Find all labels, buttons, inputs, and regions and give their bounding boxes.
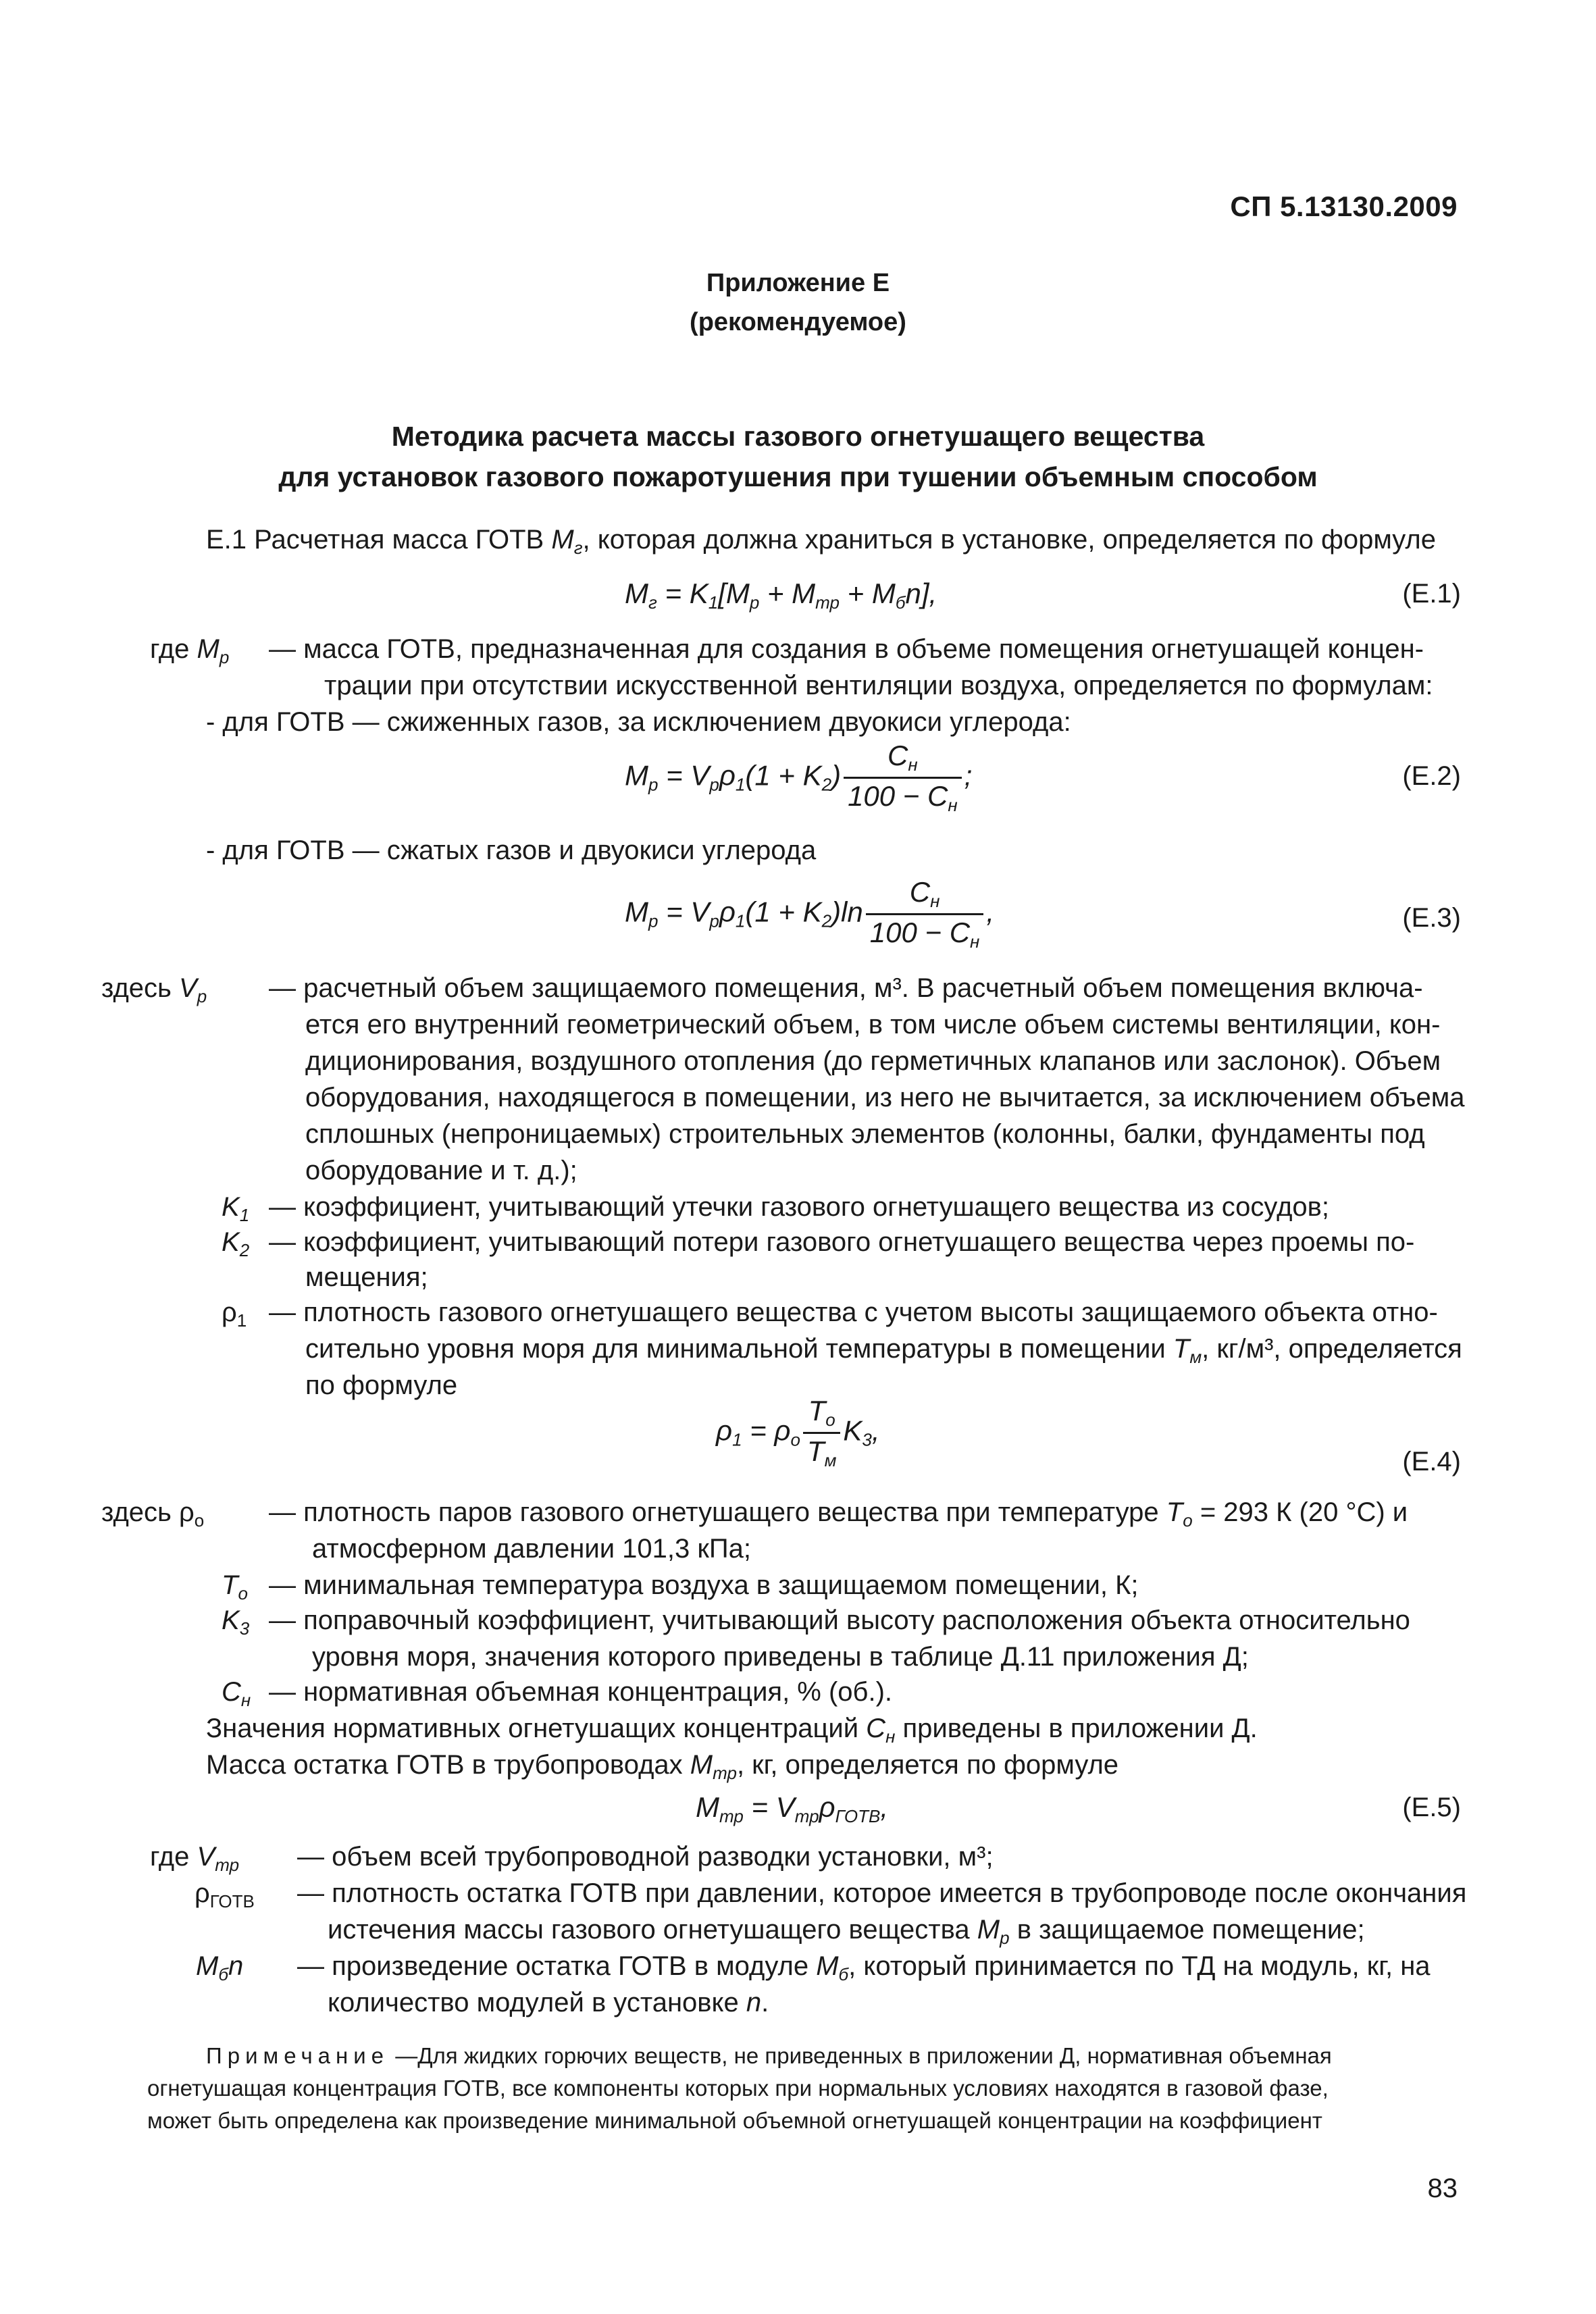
def-vp-line5: сплошных (непроницаемых) строительных элементов (колонны, балки, фундаменты под [305, 1119, 1425, 1149]
def-mp-case2: - для ГОТВ — сжатых газов и двуокиси углерода [206, 835, 817, 865]
paragraph-mtr: Масса остатка ГОТВ в трубопроводах $M_{тр}$, кг, определяется по формуле [206, 1750, 1119, 1783]
formula-e3: $M_р = V_р\rho_1(1 + K_2)\ln$ $\frac{C_н}{100 - C_н}$ , [625, 876, 995, 952]
def-k2-line2: мещения; [305, 1262, 428, 1292]
def-vtr-text: — объем всей трубопроводной разводки установки, м³; [297, 1842, 994, 1872]
def-k3-symbol: $K_3$ [222, 1605, 250, 1639]
def-k3-line2: уровня моря, значения которого приведены в таблице Д.11 приложения Д; [312, 1642, 1249, 1672]
method-title-line2: для установок газового пожаротушения при тушении объемным способом [278, 461, 1318, 492]
document-code: СП 5.13130.2009 [1230, 190, 1458, 222]
def-mp-line2: трации при отсутствии искусственной вентиляции воздуха, определяется по формулам: [324, 671, 1433, 700]
def-mp-line1: — масса ГОТВ, предназначенная для создания в объеме помещения огнетушащей концен- [269, 634, 1424, 664]
equation-number-e4: (Е.4) [1402, 1447, 1461, 1476]
def-cn-symbol: $C_н$ [222, 1677, 251, 1710]
formula-e4: $\rho_1 = \rho_о$ $\frac{T_о}{T_м}$ $K_3$, [716, 1395, 880, 1470]
formula-e5: $M_{тр} = V_{тр}\rho_{ГОТВ}$, [696, 1791, 889, 1826]
def-m6n-line1: — произведение остатка ГОТВ в модуле $M_б$, который принимается по ТД на модуль, кг, на [297, 1951, 1431, 1984]
def-t0-symbol: $T_о$ [222, 1570, 248, 1603]
paragraph-cn: Значения нормативных огнетушащих концентраций $C_н$ приведены в приложении Д. [206, 1714, 1258, 1747]
def-t0-text: — минимальная температура воздуха в защищаемом помещении, К; [269, 1570, 1139, 1600]
equation-number-e1: (Е.1) [1402, 579, 1461, 609]
def-k1-text: — коэффициент, учитывающий утечки газового огнетушащего вещества из сосудов; [269, 1192, 1330, 1222]
def-vp-line1: — расчетный объем защищаемого помещения, м³. В расчетный объем помещения включа- [269, 973, 1423, 1003]
equation-number-e3: (Е.3) [1402, 903, 1461, 933]
def-vp-line6: оборудование и т. д.); [305, 1156, 577, 1185]
appendix-heading [0, 263, 1596, 342]
def-rho-gotv-line2: истечения массы газового огнетушащего вещества $M_р$ в защищаемое помещение; [328, 1915, 1365, 1948]
def-vp-label: здесь $V_р$ [101, 973, 207, 1006]
page-number: 83 [1427, 2174, 1458, 2203]
equation-number-e5: (Е.5) [1402, 1793, 1461, 1822]
appendix-status: (рекомендуемое) [690, 308, 906, 336]
def-mp-label: где $M_р$ [150, 634, 230, 667]
def-rho0-line1: — плотность паров газового огнетушащего вещества при температуре $T_о = 293$ К (20 °С) и [269, 1497, 1408, 1531]
def-vp-line4: оборудования, находящегося в помещении, из него не вычитается, за исключением объема [305, 1083, 1465, 1112]
note-line3: может быть определена как произведение минимальной объемной огнетушащей концентрации на коэффициент [147, 2108, 1322, 2133]
note-line2: огнетушащая концентрация ГОТВ, все компоненты которых при нормальных условиях находятся в газовой фазе, [147, 2076, 1329, 2101]
note-line1: Примечание —Для жидких горючих веществ, не приведенных в приложении Д, нормативная объемная [206, 2043, 1332, 2068]
def-rho1-line1: — плотность газового огнетушащего вещества с учетом высоты защищаемого объекта отно- [269, 1297, 1438, 1327]
def-rho1-line3: по формуле [305, 1370, 458, 1400]
def-cn-text: — нормативная объемная концентрация, % (об.). [269, 1677, 893, 1707]
def-k2-symbol: $K_2$ [222, 1227, 250, 1260]
def-k1-symbol: $K_1$ [222, 1192, 250, 1225]
def-m6n-symbol: $M_бn$ [196, 1951, 244, 1984]
def-k2-line1: — коэффициент, учитывающий потери газового огнетушащего вещества через проемы по- [269, 1227, 1415, 1257]
appendix-title: Приложение Е [706, 269, 890, 297]
paragraph-e1: Е.1 Расчетная масса ГОТВ $M_г$, которая должна храниться в установке, определяется по формуле [206, 525, 1437, 558]
def-m6n-line2: количество модулей в установке n. [328, 1988, 769, 2017]
def-vtr-label: где $V_{тр}$ [150, 1842, 240, 1875]
formula-e1: $M_г = K_1[M_р + M_{тр} + M_бn]$, [625, 577, 937, 613]
def-rho1-line2: сительно уровня моря для минимальной температуры в помещении $T_м$, кг/м³, определяется [305, 1334, 1462, 1367]
def-k3-line1: — поправочный коэффициент, учитывающий высоту расположения объекта относительно [269, 1605, 1410, 1635]
formula-e2: $M_р = V_р\rho_1(1 + K_2)$ $\frac{C_н}{100 - C_н}$ ; [625, 740, 973, 815]
equation-number-e2: (Е.2) [1402, 761, 1461, 791]
def-rho-gotv-line1: — плотность остатка ГОТВ при давлении, которое имеется в трубопроводе после окончания [297, 1878, 1467, 1908]
note-label: Примечание [206, 2043, 390, 2068]
def-rho1-symbol: $\rho_1$ [222, 1297, 247, 1331]
def-vp-line2: ется его внутренний геометрический объем, в том числе объем системы вентиляции, кон- [305, 1010, 1441, 1039]
def-rho0-line2: атмосферном давлении 101,3 кПа; [312, 1534, 751, 1564]
def-vp-line3: диционирования, воздушного отопления (до герметичных клапанов или заслонок). Объем [305, 1046, 1441, 1076]
def-rho-gotv-symbol: $\rho_{ГОТВ}$ [195, 1878, 255, 1911]
def-rho0-label: здесь $\rho_о$ [101, 1497, 205, 1531]
def-mp-case1: - для ГОТВ — сжиженных газов, за исключением двуокиси углерода: [206, 707, 1071, 737]
method-title-line1: Методика расчета массы газового огнетушащего вещества [391, 421, 1205, 452]
method-title [0, 416, 1596, 497]
